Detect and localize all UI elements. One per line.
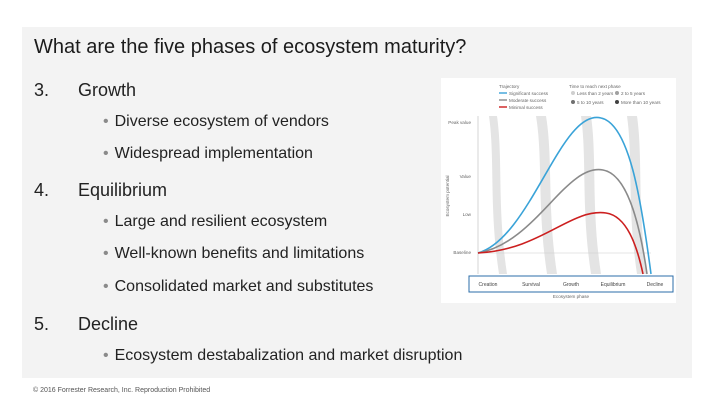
bullet-item — [103, 245, 364, 263]
legend-item: Less than 2 years — [577, 91, 614, 96]
bullet-dot-icon: • — [103, 145, 109, 162]
legend-time-marker — [615, 91, 619, 95]
y-tick-label: Low — [462, 212, 471, 217]
bullet-dot-icon: • — [103, 213, 109, 230]
item-heading: Decline — [78, 314, 139, 334]
legend-time-marker — [571, 91, 575, 95]
bullet-item — [103, 213, 327, 231]
legend-item: 2 to 5 years — [621, 91, 646, 96]
bullet-text: Widespread implementation — [114, 145, 313, 162]
phase-label: Creation — [478, 282, 498, 288]
item-number: 4. — [34, 180, 50, 200]
y-tick-label: Value — [459, 174, 471, 179]
item-number: 3. — [34, 80, 50, 100]
legend-item: Moderate success — [509, 98, 547, 103]
x-axis-title: Ecosystem phase — [552, 294, 590, 299]
bullet-dot-icon: • — [103, 113, 109, 130]
bullet-text: Ecosystem destabalization and market disruption — [114, 347, 463, 364]
phase-label: Equilibrium — [600, 282, 626, 288]
bullet-text: Consolidated market and substitutes — [114, 278, 374, 295]
bullet-item — [103, 278, 373, 296]
item-heading: Growth — [78, 80, 137, 100]
bullet-dot-icon: • — [103, 347, 109, 364]
bullet-text: Large and resilient ecosystem — [114, 213, 328, 230]
bullet-text: Diverse ecosystem of vendors — [114, 113, 329, 130]
legend-time-marker — [571, 100, 575, 104]
phase-label: Survival — [522, 282, 540, 288]
copyright-footer: © 2016 Forrester Research, Inc. Reproduction Prohibited — [33, 387, 211, 394]
bullet-item — [103, 145, 313, 163]
bullet-item — [103, 113, 329, 131]
phase-label: Growth — [562, 282, 580, 288]
bullet-text: Well-known benefits and limitations — [114, 245, 365, 262]
legend-trajectory-title: Trajectory — [499, 84, 520, 89]
legend-item: Significant success — [509, 91, 549, 96]
y-tick-label: Baseline — [453, 250, 471, 255]
legend-time-title: Time to reach next phase — [569, 84, 621, 89]
phase-label: Decline — [646, 282, 664, 288]
item-heading: Equilibrium — [78, 180, 168, 200]
legend-item: Minimal success — [509, 105, 543, 110]
legend-item: More than 10 years — [621, 100, 661, 105]
item-number: 5. — [34, 314, 50, 334]
legend-time-marker — [615, 100, 619, 104]
bullet-dot-icon: • — [103, 278, 109, 295]
slide-title: What are the five phases of ecosystem maturity? — [34, 36, 467, 58]
ecosystem-maturity-figure — [441, 78, 676, 303]
y-axis-title: Ecosystem potential — [445, 175, 450, 217]
legend-item: 5 to 10 years — [577, 100, 604, 105]
bullet-dot-icon: • — [103, 245, 109, 262]
y-tick-label: Peak value — [448, 120, 471, 125]
bullet-item — [103, 347, 462, 365]
